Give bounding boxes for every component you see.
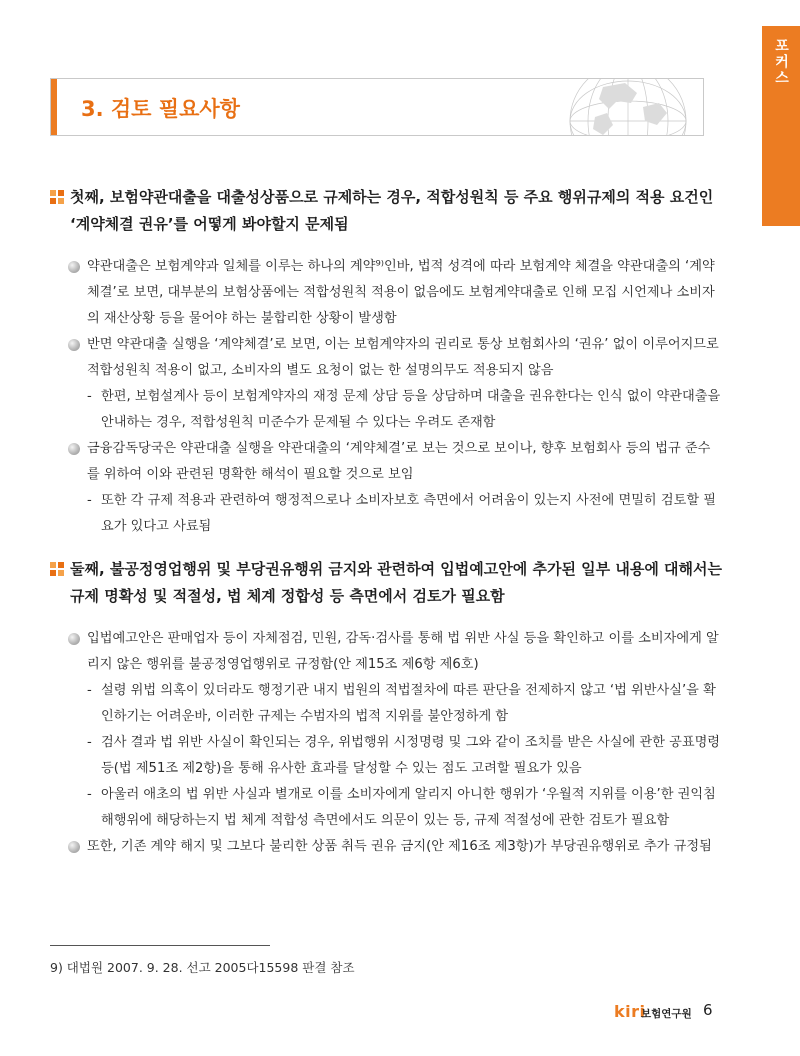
section-heading xyxy=(50,556,722,610)
bullet-item xyxy=(50,254,722,332)
bullet-square-icon xyxy=(50,190,64,204)
kiri-logo: kiri xyxy=(614,1002,646,1021)
section-title: 3. 검토 필요사항 xyxy=(81,97,240,121)
bullet-item xyxy=(50,834,722,860)
dash-marker: - xyxy=(87,493,92,508)
bullet-text: 금융감독당국은 약관대출 실행을 약관대출의 ‘계약체결’로 보는 것으로 보이나, 향후 보험회사 등의 법규 준수를 위하여 이와 관련된 명확한 해석이 필요할 것으로 보임 xyxy=(87,441,711,482)
dash-marker: - xyxy=(87,389,92,404)
section-title-box xyxy=(50,78,704,136)
section-heading-text: 둘째, 불공정영업행위 및 부당권유행위 금지와 관련하여 입법예고안에 추가된 일부 내용에 대해서는 규제 명확성 및 적절성, 법 체계 정합성 등 측면에서 검토가 필요함 xyxy=(70,560,723,605)
bullet-square-icon xyxy=(50,562,64,576)
bullet-item xyxy=(50,332,722,384)
bullet-text: 반면 약관대출 실행을 ‘계약체결’로 보면, 이는 보험계약자의 권리로 통상 보험회사의 ‘권유’ 없이 이루어지므로 적합성원칙 적용이 없고, 소비자의 별도 요청이 없는 한 설명의무도 적용되지 않음 xyxy=(87,337,719,378)
main-content xyxy=(50,184,722,860)
dash-item xyxy=(50,782,722,834)
page-number: 6 xyxy=(703,1001,713,1019)
bullet-text: 입법예고안은 판매업자 등이 자체점검, 민원, 감독·검사를 통해 법 위반 사실 등을 확인하고 이를 소비자에게 알리지 않은 행위를 불공정영업행위로 규정함(안 제15조 제6항 제6호) xyxy=(87,631,719,672)
section-heading xyxy=(50,184,722,238)
bullet-item xyxy=(50,626,722,678)
side-tab-label: 포커스 xyxy=(773,38,789,86)
dash-marker: - xyxy=(87,683,92,698)
footnote-divider xyxy=(50,945,270,946)
dash-text: 한편, 보험설계사 등이 보험계약자의 재정 문제 상담 등을 상담하며 대출을 권유한다는 인식 없이 약관대출을 안내하는 경우, 적합성원칙 미준수가 문제될 수 있다는 우려도 존재함 xyxy=(101,389,721,430)
section-side-tab xyxy=(762,26,800,226)
bullet-item xyxy=(50,436,722,488)
dash-text: 또한 각 규제 적용과 관련하여 행정적으로나 소비자보호 측면에서 어려움이 있는지 사전에 면밀히 검토할 필요가 있다고 사료됨 xyxy=(101,493,717,534)
globe-icon xyxy=(533,79,703,136)
bullet-text: 또한, 기존 계약 해지 및 그보다 불리한 상품 취득 권유 금지(안 제16조 제3항)가 부당권유행위로 추가 규정됨 xyxy=(87,839,712,854)
institute-name: 보험연구원 xyxy=(641,1008,692,1020)
footnote: 9) 대법원 2007. 9. 28. 선고 2005다15598 판결 참조 xyxy=(50,960,355,975)
dash-marker: - xyxy=(87,787,92,802)
title-accent-bar xyxy=(51,79,57,135)
bullet-dot-icon xyxy=(68,633,80,645)
section-heading-text: 첫째, 보험약관대출을 대출성상품으로 규제하는 경우, 적합성원칙 등 주요 행위규제의 적용 요건인 ‘계약체결 권유’를 어떻게 봐야할지 문제됨 xyxy=(70,188,714,233)
dash-text: 아울러 애초의 법 위반 사실과 별개로 이를 소비자에게 알리지 아니한 행위가 ‘우월적 지위를 이용’한 권익침해행위에 해당하는지 법 체계 적합성 측면에서도 의문이 있는 등, 규제 적절성에 관한 검토가 필요함 xyxy=(101,787,716,828)
bullet-dot-icon xyxy=(68,443,80,455)
bullet-dot-icon xyxy=(68,339,80,351)
bullet-dot-icon xyxy=(68,261,80,273)
bullet-dot-icon xyxy=(68,841,80,853)
dash-marker: - xyxy=(87,735,92,750)
dash-text: 설령 위법 의혹이 있더라도 행정기관 내지 법원의 적법절차에 따른 판단을 전제하지 않고 ‘법 위반사실’을 확인하기는 어려운바, 이러한 규제는 수범자의 법적 지위를 불안정하게 함 xyxy=(101,683,716,724)
dash-item xyxy=(50,488,722,540)
bullet-text: 약관대출은 보험계약과 일체를 이루는 하나의 계약⁹⁾인바, 법적 성격에 따라 보험계약 체결을 약관대출의 ‘계약체결’로 보면, 대부분의 보험상품에는 적합성원칙 적용이 없음에도 보험계약대출로 인해 모집 시언제나 소비자의 재산상황 등을 물어야 하는 불합리한 상황이 발생함 xyxy=(87,259,715,326)
dash-item xyxy=(50,730,722,782)
dash-item xyxy=(50,384,722,436)
dash-text: 검사 결과 법 위반 사실이 확인되는 경우, 위법행위 시정명령 및 그와 같이 조치를 받은 사실에 관한 공표명령 등(법 제51조 제2항)을 통해 유사한 효과를 달성할 수 있는 점도 고려할 필요가 있음 xyxy=(101,735,721,776)
dash-item xyxy=(50,678,722,730)
